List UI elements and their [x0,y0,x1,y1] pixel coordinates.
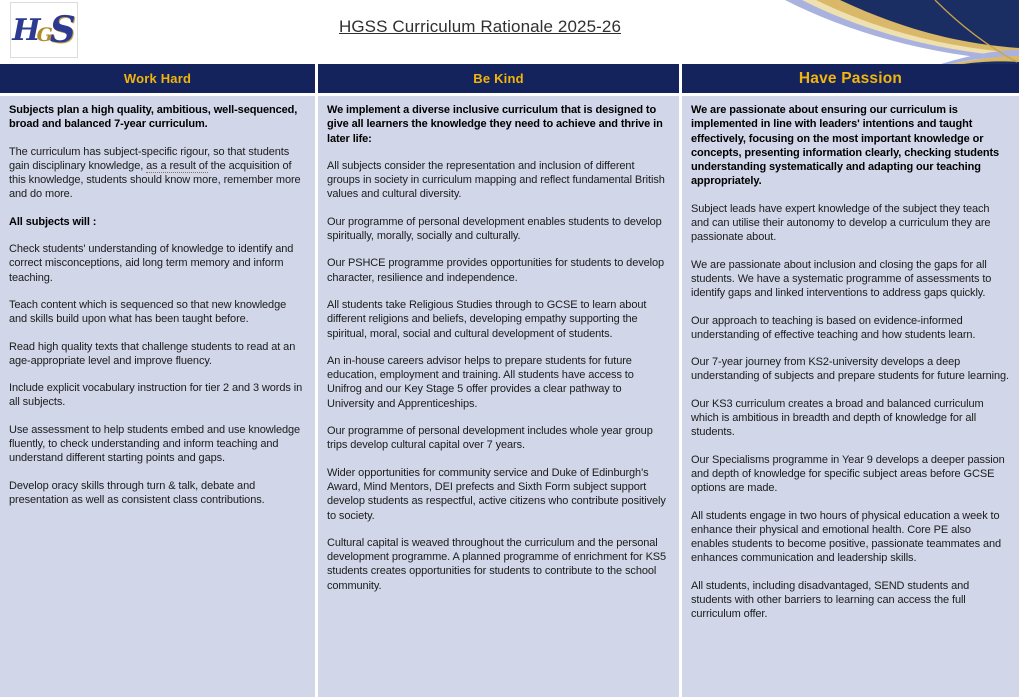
paragraph: Our KS3 curriculum creates a broad and balanced curriculum which is ambitious in breadth and depth of knowledge for all students. [691,397,984,439]
page-title: HGSS Curriculum Rationale 2025-26 [338,17,622,36]
paragraph: Our approach to teaching is based on evidence-informed understanding of effective teaching and how students learn. [691,314,976,341]
paragraph: All students take Religious Studies through to GCSE to learn about different religions and beliefs, developing empathy supporting the spiritual, moral, social and cultural development of students. [327,298,647,340]
paragraph: Cultural capital is weaved throughout the curriculum and the personal development programme. A planned programme of enrichment for KS5 students creates opportunities for students to contribute to the school community. [327,536,667,592]
paragraph: We are passionate about ensuring our curriculum is implemented in line with leaders' intentions and taught effectively, focusing on the most important knowledge or concepts, presenting information clearly, checking students understanding systematically and adapting our teaching appropriately. [691,104,1000,188]
paragraph: All students, including disadvantaged, SEND students and students with other barriers to learning can access the full curriculum offer. [691,579,970,621]
paragraph: Wider opportunities for community service and Duke of Edinburgh's Award, Mind Mentors, DEI prefects and Sixth Form subject support develop students as respectful, active citizens who contribute positively to society. [327,466,666,522]
paragraph: All students engage in two hours of physical education a week to enhance their physical and emotional health. Core PE also enables students to become positive, passionate teammates and enhances communication and leadership skills. [691,509,1002,565]
paragraph: All subjects consider the representation and inclusion of different groups in society in curriculum mapping and reflect fundamental British values and cultural diversity. [327,159,665,201]
column-body-have-passion [682,96,1019,697]
underlined-phrase: as a result of [146,159,208,172]
column-header-have-passion: Have Passion [682,64,1019,93]
paragraph: Our 7-year journey from KS2-university develops a deep understanding of subjects and prepare students for future learning. [691,356,1010,383]
top-banner [0,0,1019,64]
paragraph: An in-house careers advisor helps to prepare students for future education, employment and training. All students have access to Unifrog and our Key Stage 5 offer provides a clear pathway to University and Apprenticeships. [327,354,634,410]
column-body-work-hard [0,96,315,697]
three-column-table [0,64,1019,697]
paragraph: Read high quality texts that challenge students to read at an age-appropriate level and improve fluency. [9,340,296,367]
paragraph: We implement a diverse inclusive curriculum that is designed to give all learners the knowledge they need to achieve and thrive in later life: [327,104,663,145]
decorative-swoosh [699,0,1019,64]
paragraph: Teach content which is sequenced so that new knowledge and skills build upon what has been taught before. [9,298,287,326]
paragraph: Our programme of personal development includes whole year group trips develop cultural capital over 7 years. [327,425,653,452]
paragraph: Our programme of personal development enables students to develop spiritually, morally, socially and culturally. [327,215,662,243]
column-body-be-kind [318,96,679,697]
logo-letter-h: H [12,12,41,48]
logo-letter-s: S [49,9,76,51]
paragraph: Check students' understanding of knowledge to identify and correct misconceptions, aid long term memory and inform teaching. [9,243,294,284]
paragraph: All subjects will : [9,215,97,228]
column-header-be-kind: Be Kind [318,64,679,93]
paragraph: Develop oracy skills through turn & talk, debate and presentation as well as consistent class contributions. [9,479,265,506]
paragraph: Subjects plan a high quality, ambitious, well-sequenced, broad and balanced 7-year curriculum. [9,104,298,131]
paragraph: Use assessment to help students embed and use knowledge fluently, to check understanding and inform teaching and understand different starting points and gaps. [9,423,301,465]
column-header-work-hard: Work Hard [0,64,315,93]
logo-letter-g: G [36,24,53,46]
school-logo [10,2,78,58]
paragraph: Include explicit vocabulary instruction for tier 2 and 3 words in all subjects. [9,382,303,409]
paragraph: The curriculum has subject-specific rigour, so that students gain disciplinary knowledge, as a result of the acquisition of this knowledge, students should know more, remember more and do more. [9,145,301,201]
paragraph: Our Specialisms programme in Year 9 develops a deeper passion and depth of knowledge for specific subject areas before GCSE options are made. [691,453,1005,495]
paragraph: We are passionate about inclusion and closing the gaps for all students. We have a systematic programme of assessments to identify gaps and linked interventions to address gaps quickly. [691,258,992,300]
paragraph: Our PSHCE programme provides opportunities for students to develop character, resilience and independence. [327,257,665,284]
paragraph: Subject leads have expert knowledge of the subject they teach and can utilise their autonomy to develop a curriculum they are passionate about. [691,202,991,244]
